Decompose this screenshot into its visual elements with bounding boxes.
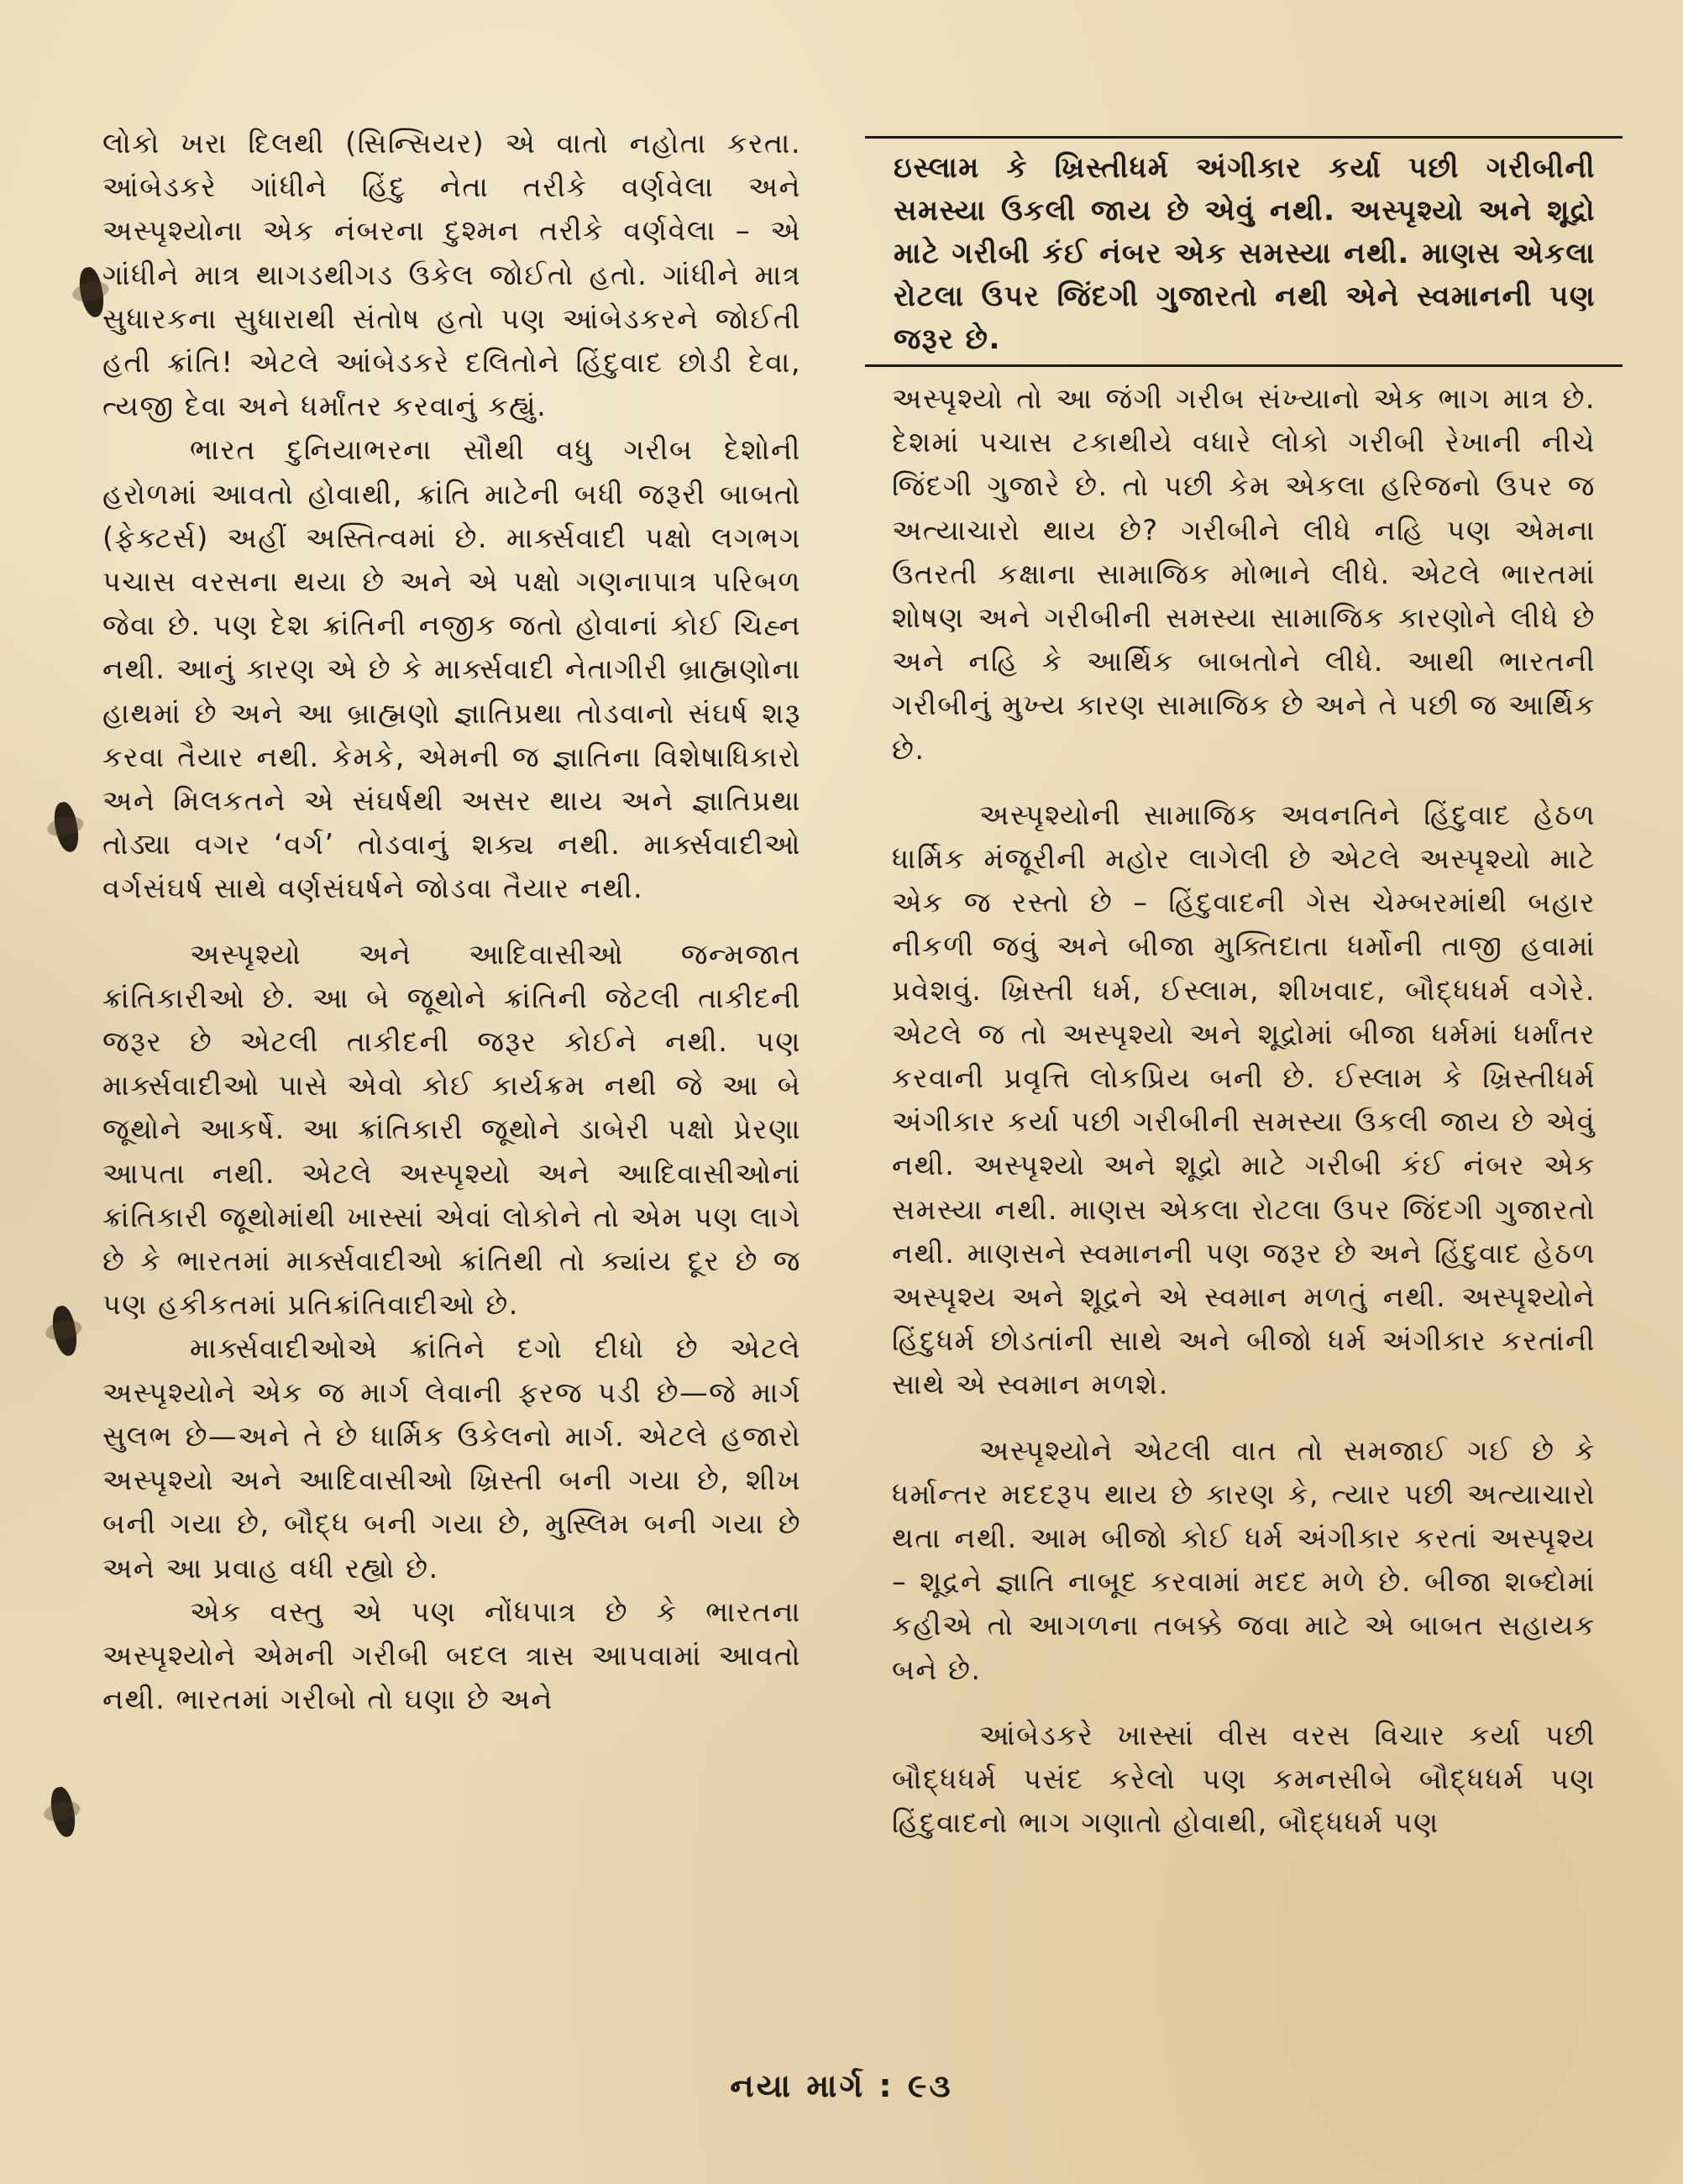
paper-damage-hole: [49, 1304, 81, 1358]
paragraph: એક વસ્તુ એ પણ નોંધપાત્ર છે કે ભારતના અસ્પૃશ્યોને એમની ગરીબી બદલ ત્રાસ આપવામાં આવતો નથી. ભારતમાં ગરીબો તો ઘણા છે અને: [102, 1595, 801, 1716]
paragraph: અસ્પૃશ્યો તો આ જંગી ગરીબ સંખ્યાનો એક ભાગ માત્ર છે. દેશમાં પચાસ ટકાથીયે વધારે લોકો ગરીબી રેખાની નીચે જિંદગી ગુજારે છે. તો પછી કેમ એકલા હરિજનો ઉપર જ અત્યાચારો થાય છે? ગરીબીને લીધે નહિ પણ એમના ઉતરતી કક્ષાના સામાજિક મોભાને લીધે. એટલે ભારતમાં શોષણ અને ગરીબીની સમસ્યા સામાજિક કારણોને લીધે છે અને નહિ કે આર્થિક બાબતોને લીધે. આથી ભારતની ગરીબીનું મુખ્ય કારણ સામાજિક છે અને તે પછી જ આર્થિક છે.: [892, 382, 1596, 766]
left-text-column: [102, 122, 801, 1721]
paragraph: આંબેડકરે ખાસ્સાં વીસ વરસ વિચાર કર્યા પછી બૌદ્ધધર્મ પસંદ કરેલો પણ કમનસીબે બૌદ્ધધર્મ પણ હિંદુવાદનો ભાગ ગણાતો હોવાથી, બૌદ્ધધર્મ પણ: [892, 1718, 1596, 1840]
pull-quote-text: ઇસ્લામ કે ખ્રિસ્તીધર્મ અંગીકાર કર્યા પછી ગરીબીની સમસ્યા ઉકલી જાય છે એવું નથી. અસ્પૃશ્યો અને શૂદ્રો માટે ગરીબી કંઈ નંબર એક સમસ્યા નથી. માણસ એકલા રોટલા ઉપર જિંદગી ગુજારતો નથી એને સ્વમાનની પણ જરૂર છે.: [894, 151, 1596, 356]
paper-damage-hole: [47, 1785, 79, 1839]
page-footer: નયા માર્ગ : ૯૩: [730, 2067, 953, 2104]
paragraph: અસ્પૃશ્યોને એટલી વાત તો સમજાઈ ગઈ છે કે ધર્માન્તર મદદરૂપ થાય છે કારણ કે, ત્યાર પછી અત્યાચારો થતા નથી. આમ બીજો કોઈ ધર્મ અંગીકાર કરતાં અસ્પૃશ્ય – શૂદ્રને જ્ઞાતિ નાબૂદ કરવામાં મદદ મળે છે. બીજા શબ્દોમાં કહીએ તો આગળના તબક્કે જવા માટે એ બાબત સહાયક બને છે.: [892, 1433, 1596, 1686]
paragraph: ભારત દુનિયાભરના સૌથી વધુ ગરીબ દેશોની હરોળમાં આવતો હોવાથી, ક્રાંતિ માટેની બધી જરૂરી બાબતો (ફેક્ટર્સ) અહીં અસ્તિત્વમાં છે. માર્ક્સવાદી પક્ષો લગભગ પચાસ વરસના થયા છે અને એ પક્ષો ગણનાપાત્ર પરિબળ જેવા છે. પણ દેશ ક્રાંતિની નજીક જતો હોવાનાં કોઈ ચિહ્ન નથી. આનું કારણ એ છે કે માર્ક્સવાદી નેતાગીરી બ્રાહ્મણોના હાથમાં છે અને આ બ્રાહ્મણો જ્ઞાતિપ્રથા તોડવાનો સંઘર્ષ શરૂ કરવા તૈયાર નથી. કેમકે, એમની જ જ્ઞાતિના વિશેષાધિકારો અને મિલકતને એ સંઘર્ષથી અસર થાય અને જ્ઞાતિપ્રથા તોડ્યા વગર ‘વર્ગ’ તોડવાનું શક્ય નથી. માર્ક્સવાદીઓ વર્ગસંઘર્ષ સાથે વર્ણસંઘર્ષને જોડવા તૈયાર નથી.: [102, 433, 801, 905]
paragraph: અસ્પૃશ્યોની સામાજિક અવનતિને હિંદુવાદ હેઠળ ધાર્મિક મંજૂરીની મહોર લાગેલી છે એટલે અસ્પૃશ્યો માટે એક જ રસ્તો છે – હિંદુવાદની ગેસ ચેમ્બરમાંથી બહાર નીકળી જવું અને બીજા મુક્તિદાતા ધર્મોની તાજી હવામાં પ્રવેશવું. ખ્રિસ્તી ધર્મ, ઈસ્લામ, શીખવાદ, બૌદ્ધધર્મ વગેરે. એટલે જ તો અસ્પૃશ્યો અને શૂદ્રોમાં બીજા ધર્મમાં ધર્માંતર કરવાની પ્રવૃત્તિ લોકપ્રિય બની છે. ઈસ્લામ કે ખ્રિસ્તીધર્મ અંગીકાર કર્યા પછી ગરીબીની સમસ્યા ઉકલી જાય છે એવું નથી. અસ્પૃશ્યો અને શૂદ્રો માટે ગરીબી કંઈ નંબર એક સમસ્યા નથી. માણસ એકલા રોટલા ઉપર જિંદગી ગુજારતો નથી. માણસને સ્વમાનની પણ જરૂર છે અને હિંદુવાદ હેઠળ અસ્પૃશ્ય અને શૂદ્રને એ સ્વમાન મળતું નથી. અસ્પૃશ્યોને હિંદુધર્મ છોડતાંની સાથે અને બીજો ધર્મ અંગીકાર કરતાંની સાથે એ સ્વમાન મળશે.: [892, 798, 1596, 1401]
paper-damage-hole: [50, 800, 82, 854]
paragraph: લોકો ખરા દિલથી (સિન્સિયર) એ વાતો નહોતા કરતા. આંબેડકરે ગાંધીને હિંદુ નેતા તરીકે વર્ણવેલા અને અસ્પૃશ્યોના એક નંબરના દુશ્મન તરીકે વર્ણવેલા – એ ગાંધીને માત્ર થાગડથીગડ ઉકેલ જોઈતો હતો. ગાંધીને માત્ર સુધારકના સુધારાથી સંતોષ હતો પણ આંબેડકરને જોઈતી હતી ક્રાંતિ! એટલે આંબેડકરે દલિતોને હિંદુવાદ છોડી દેવા, ત્યજી દેવા અને ધર્માંતર કરવાનું કહ્યું.: [102, 127, 801, 423]
pull-quote-box: [865, 136, 1623, 367]
paragraph: અસ્પૃશ્યો અને આદિવાસીઓ જન્મજાત ક્રાંતિકારીઓ છે. આ બે જૂથોને ક્રાંતિની જેટલી તાકીદની જરૂર છે એટલી તાકીદની જરૂર કોઈને નથી. પણ માર્ક્સવાદીઓ પાસે એવો કોઈ કાર્યક્રમ નથી જે આ બે જૂથોને આકર્ષે. આ ક્રાંતિકારી જૂથોને ડાબેરી પક્ષો પ્રેરણા આપતા નથી. એટલે અસ્પૃશ્યો અને આદિવાસીઓનાં ક્રાંતિકારી જૂથોમાંથી ખાસ્સાં એવાં લોકોને તો એમ પણ લાગે છે કે ભારતમાં માર્ક્સવાદીઓ ક્રાંતિથી તો ક્યાંય દૂર છે જ પણ હકીકતમાં પ્રતિક્રાંતિવાદીઓ છે.: [102, 937, 801, 1322]
paragraph: માર્ક્સવાદીઓએ ક્રાંતિને દગો દીધો છે એટલે અસ્પૃશ્યોને એક જ માર્ગ લેવાની ફરજ પડી છે—જે માર્ગ સુલભ છે—અને તે છે ધાર્મિક ઉકેલનો માર્ગ. એટલે હજારો અસ્પૃશ્યો અને આદિવાસીઓ ખ્રિસ્તી બની ગયા છે, શીખ બની ગયા છે, બૌદ્ધ બની ગયા છે, મુસ્લિમ બની ગયા છે અને આ પ્રવાહ વધી રહ્યો છે.: [102, 1332, 801, 1584]
right-text-column: [892, 377, 1596, 1846]
